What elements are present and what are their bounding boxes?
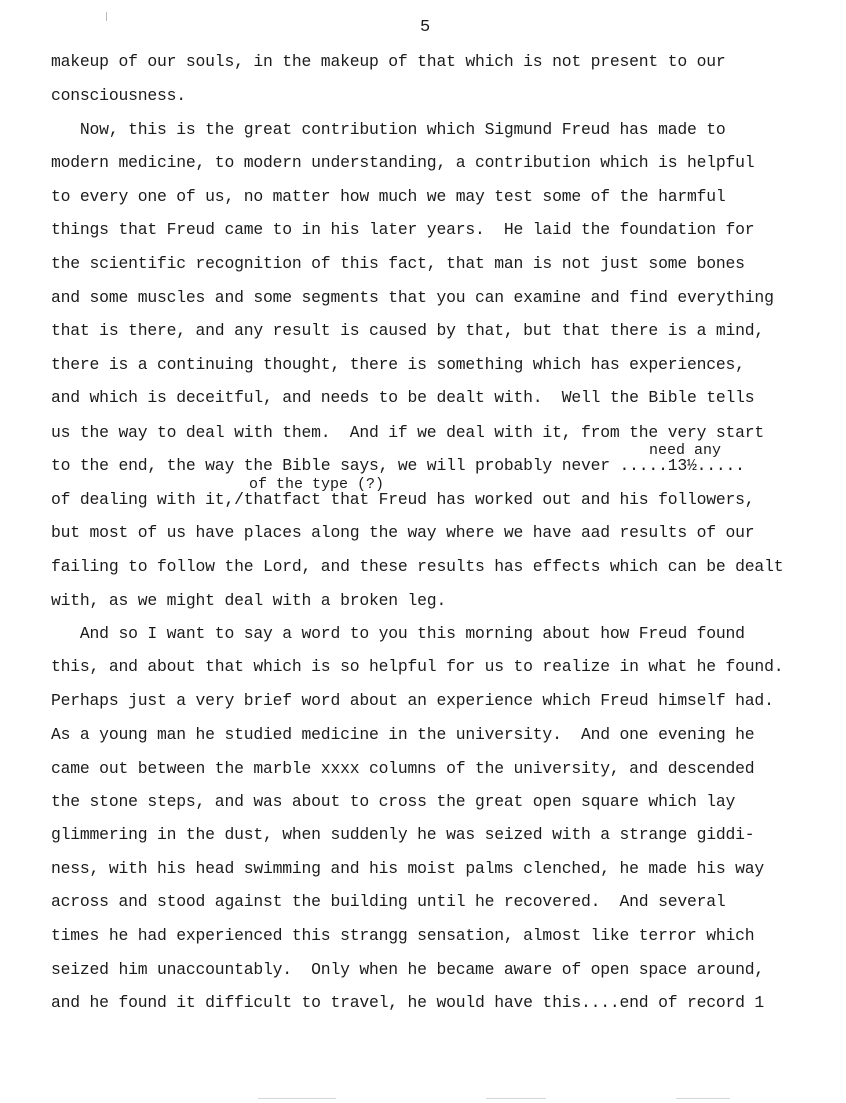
text-line: consciousness. xyxy=(51,86,186,105)
text-line: makeup of our souls, in the makeup of that which is not present to our xyxy=(51,52,726,71)
handwritten-insertion-need-any: need any xyxy=(649,442,722,459)
text-line: ness, with his head swimming and his moist palms clenched, he made his way xyxy=(51,859,765,878)
text-line: the scientific recognition of this fact, that man is not just some bones xyxy=(51,254,745,273)
text-line: failing to follow the Lord, and these results has effects which can be dealt xyxy=(51,557,784,576)
text-line: and some muscles and some segments that you can examine and find everything xyxy=(51,288,774,307)
text-line: seized him unaccountably. Only when he became aware of open space around, xyxy=(51,960,765,979)
scan-edge-mark xyxy=(258,1098,336,1099)
text-line: us the way to deal with them. And if we deal with it, from the very start xyxy=(51,423,765,442)
text-line: there is a continuing thought, there is something which has experiences, xyxy=(51,355,745,374)
text-line: of dealing with it,/thatfact that Freud has worked out and his followers, xyxy=(51,490,755,509)
text-line: across and stood against the building until he recovered. And several xyxy=(51,892,726,911)
text-line: Perhaps just a very brief word about an experience which Freud himself had. xyxy=(51,691,774,710)
text-line: times he had experienced this strangg sensation, almost like terror which xyxy=(51,926,755,945)
text-line: to the end, the way the Bible says, we will probably never .....13½..... xyxy=(51,456,745,475)
text-line: things that Freud came to in his later years. He laid the foundation for xyxy=(51,220,755,239)
text-line: As a young man he studied medicine in the university. And one evening he xyxy=(51,725,755,744)
text-line: but most of us have places along the way where we have aad results of our xyxy=(51,523,755,542)
text-line: to every one of us, no matter how much we may test some of the harmful xyxy=(51,187,726,206)
text-line: with, as we might deal with a broken leg. xyxy=(51,591,447,610)
text-line: Now, this is the great contribution which Sigmund Freud has made to xyxy=(51,120,726,139)
text-line: and which is deceitful, and needs to be dealt with. Well the Bible tells xyxy=(51,388,755,407)
text-line: that is there, and any result is caused by that, but that there is a mind, xyxy=(51,321,765,340)
text-line: And so I want to say a word to you this morning about how Freud found xyxy=(51,624,745,643)
handwritten-insertion-of-the-type: of the type (?) xyxy=(249,476,385,493)
scan-edge-mark xyxy=(676,1098,730,1099)
text-line: glimmering in the dust, when suddenly he was seized with a strange giddi- xyxy=(51,825,755,844)
text-line: and he found it difficult to travel, he would have this....end of record 1 xyxy=(51,993,765,1012)
scan-edge-mark xyxy=(486,1098,546,1099)
page-number: 5 xyxy=(420,18,431,37)
text-line: came out between the marble xxxx columns of the university, and descended xyxy=(51,759,755,778)
text-line: the stone steps, and was about to cross the great open square which lay xyxy=(51,792,736,811)
margin-tick-mark xyxy=(106,12,107,21)
text-line: modern medicine, to modern understanding, a contribution which is helpful xyxy=(51,153,755,172)
text-line: this, and about that which is so helpful for us to realize in what he found. xyxy=(51,657,784,676)
